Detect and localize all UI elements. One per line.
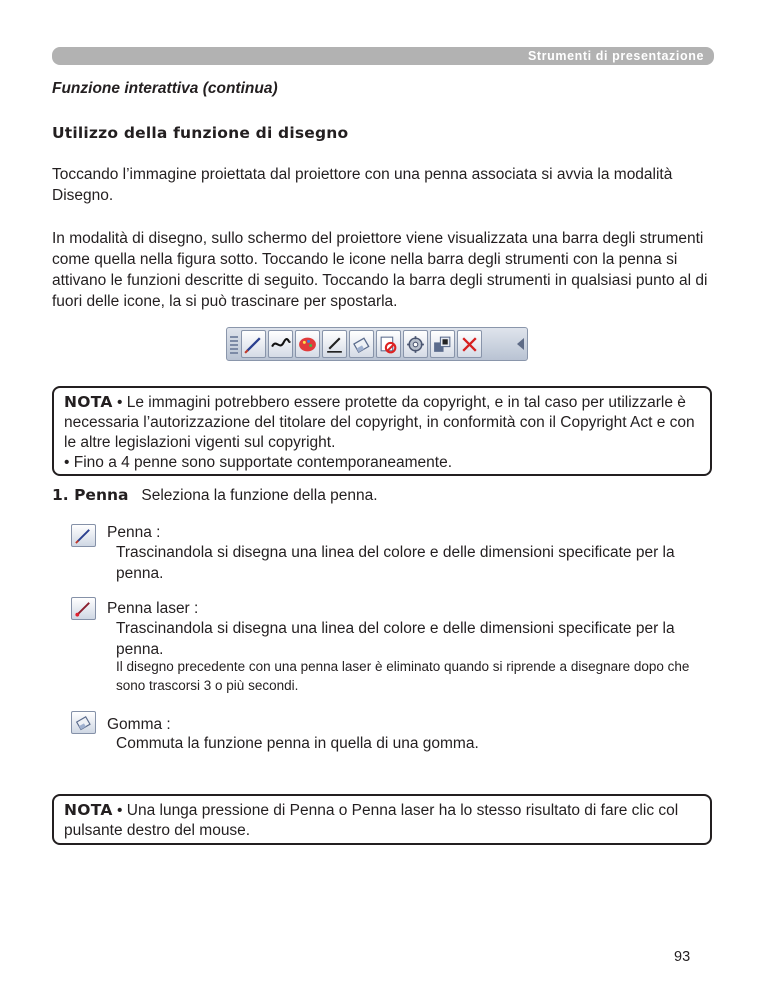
toolbar-grip bbox=[230, 336, 238, 354]
paragraph-intro: Toccando l’immagine proiettata dal proiettore con una penna associata si avvia la modalità Disegno. bbox=[52, 166, 673, 204]
laser-pen-icon bbox=[71, 597, 96, 620]
line-width-icon bbox=[322, 330, 347, 358]
eraser-icon bbox=[71, 711, 96, 734]
entry-name-penna-laser: Penna laser : bbox=[107, 600, 199, 617]
pen-icon bbox=[71, 524, 96, 547]
note-label: NOTA bbox=[64, 801, 113, 819]
section-title: Funzione interattiva (continua) bbox=[52, 80, 278, 97]
entry-name-gomma: Gomma : bbox=[107, 716, 171, 733]
settings-icon bbox=[403, 330, 428, 358]
entry-desc-penna-laser: Trascinandola si disegna una linea del colore e delle dimensioni specificate per la penna. bbox=[116, 620, 675, 658]
item-heading-penna bbox=[52, 486, 378, 505]
item-number: 1. Penna bbox=[52, 486, 129, 504]
entry-note-penna-laser: Il disegno precedente con una penna laser è eliminato quando si riprende a disegnare dopo che sono trascorsi 3 o più secondi. bbox=[116, 659, 690, 693]
note-text: • Le immagini potrebbero essere protette da copyright, e in tal caso per utilizzarle è necessaria l’autorizzazione del titolare del copyright, in conformità con il Copyright Act e con le altre legislazioni vigenti sul copyright. bbox=[64, 394, 695, 451]
pen-icon bbox=[241, 330, 266, 358]
note-label: NOTA bbox=[64, 393, 113, 411]
eraser-icon bbox=[349, 330, 374, 358]
paragraph-toolbar-description: In modalità di disegno, sullo schermo del proiettore viene visualizzata una barra degli strumenti come quella nella figura sotto. Toccando le icone nella barra degli strumenti con la penna si attivano le funzioni descritte di seguito. Toccando la barra degli strumenti in qualsiasi punto al di fuori delle icone, la si può trascinare per spostarla. bbox=[52, 230, 708, 310]
color-palette-icon bbox=[295, 330, 320, 358]
collapse-arrow-icon bbox=[517, 338, 524, 350]
capture-icon bbox=[430, 330, 455, 358]
clear-icon bbox=[376, 330, 401, 358]
entry-name-penna: Penna : bbox=[107, 524, 161, 541]
subheading: Utilizzo della funzione di disegno bbox=[52, 124, 349, 142]
entry-desc-penna: Trascinandola si disegna una linea del colore e delle dimensioni specificate per la penna. bbox=[116, 544, 675, 582]
entry-desc-gomma: Commuta la funzione penna in quella di una gomma. bbox=[116, 735, 479, 752]
drawing-toolbar-figure bbox=[226, 327, 528, 361]
note-box-long-press bbox=[52, 794, 712, 845]
note-box-copyright bbox=[52, 386, 712, 476]
page-number: 93 bbox=[674, 949, 691, 965]
close-icon bbox=[457, 330, 482, 358]
note-text: • Una lunga pressione di Penna o Penna laser ha lo stesso risultato di fare clic col pulsante destro del mouse. bbox=[64, 802, 679, 839]
item-text: Seleziona la funzione della penna. bbox=[141, 487, 378, 504]
running-header: Strumenti di presentazione bbox=[52, 47, 714, 65]
note-text-pens: • Fino a 4 penne sono supportate contemporaneamente. bbox=[64, 454, 453, 471]
laser-pen-icon bbox=[268, 330, 293, 358]
